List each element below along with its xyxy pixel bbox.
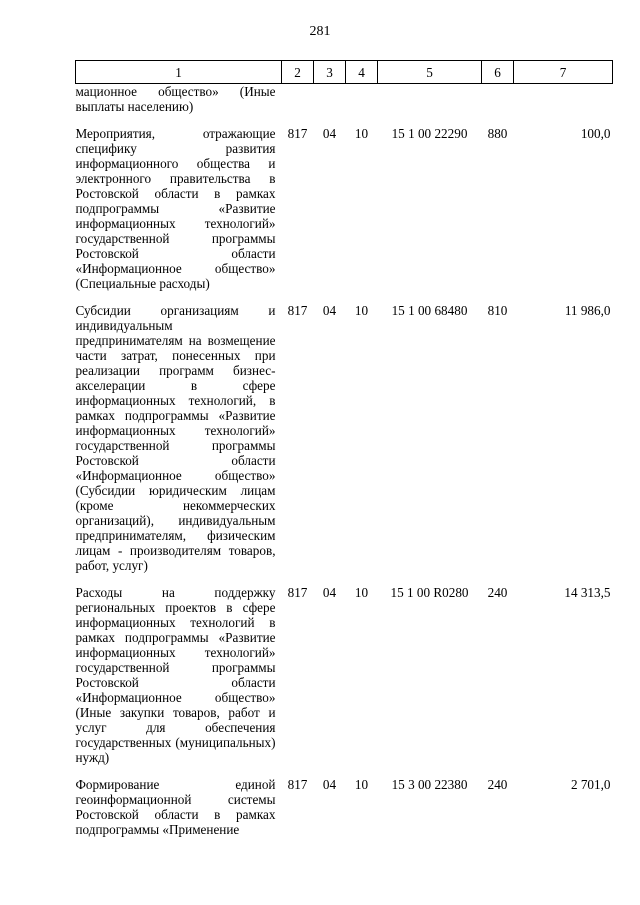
table-row (76, 777, 613, 837)
table-row (76, 303, 613, 573)
table-row (76, 585, 613, 765)
row-code: 817 (287, 126, 308, 141)
header-col-5: 5 (378, 61, 482, 84)
row-section: 04 (322, 126, 337, 141)
header-col-1: 1 (76, 61, 282, 84)
row-code (282, 84, 314, 115)
row-section: 04 (322, 303, 337, 318)
row-subsection (346, 84, 378, 115)
row-section: 04 (322, 585, 337, 600)
page-number: 281 (309, 24, 331, 39)
row-amount: 14 313,5 (564, 585, 611, 600)
row-expense-type: 810 (487, 303, 508, 318)
row-code: 817 (287, 777, 308, 792)
row-code: 817 (287, 303, 308, 318)
row-target-article: 15 1 00 22290 (391, 126, 468, 141)
row-target-article: 15 1 00 68480 (391, 303, 468, 318)
header-col-3: 3 (314, 61, 346, 84)
header-col-4: 4 (346, 61, 378, 84)
row-amount: 100,0 (580, 126, 611, 141)
row-subsection: 10 (354, 126, 369, 141)
header-col-6: 6 (482, 61, 514, 84)
header-col-2: 2 (282, 61, 314, 84)
row-description: Мероприятия, отражающие специфику развития информационного общества и электронного правительства в Ростовской области в рамках подпрограммы «Развитие информационных технологий» государственной программы Ростовской области «Информационное общество» (Специальные расходы) (75, 126, 276, 291)
table-row (76, 126, 613, 291)
row-section: 04 (322, 777, 337, 792)
row-code: 817 (287, 585, 308, 600)
row-subsection: 10 (354, 303, 369, 318)
row-description: Формирование единой геоинформационной системы Ростовской области в рамках подпрограммы «Применение (75, 777, 276, 837)
row-expense-type (482, 84, 514, 115)
row-expense-type: 240 (487, 777, 508, 792)
row-description: мационное общество» (Иные выплаты населению) (75, 84, 276, 114)
row-target-article: 15 1 00 R0280 (390, 585, 469, 600)
row-subsection: 10 (354, 777, 369, 792)
row-subsection: 10 (354, 585, 369, 600)
row-target-article: 15 3 00 22380 (391, 777, 468, 792)
table-row (76, 84, 613, 115)
budget-table (75, 60, 613, 837)
table-header-row (76, 61, 613, 84)
row-section (314, 84, 346, 115)
row-amount (514, 84, 613, 115)
header-col-7: 7 (514, 61, 613, 84)
row-description: Субсидии организациям и индивидуальным предпринимателям на возмещение части затрат, понесенных при реализации программ бизнес-акселерации в сфере информационных технологий, в рамках подпрограммы «Развитие информационных технологий» государственной программы Ростовской области «Информационное общество» (Субсидии юридическим лицам (кроме некоммерческих организаций), индивидуальным предпринимателям, физическим лицам - производителям товаров, работ, услуг) (75, 303, 276, 573)
row-description: Расходы на поддержку региональных проектов в сфере информационных технологий в рамках подпрограммы «Развитие информационных технологий» государственной программы Ростовской области «Информационное общество» (Иные закупки товаров, работ и услуг для обеспечения государственных (муниципальных) нужд) (75, 585, 276, 765)
row-amount: 11 986,0 (564, 303, 611, 318)
row-expense-type: 880 (487, 126, 508, 141)
row-expense-type: 240 (487, 585, 508, 600)
row-amount: 2 701,0 (570, 777, 611, 792)
row-target-article (378, 84, 482, 115)
